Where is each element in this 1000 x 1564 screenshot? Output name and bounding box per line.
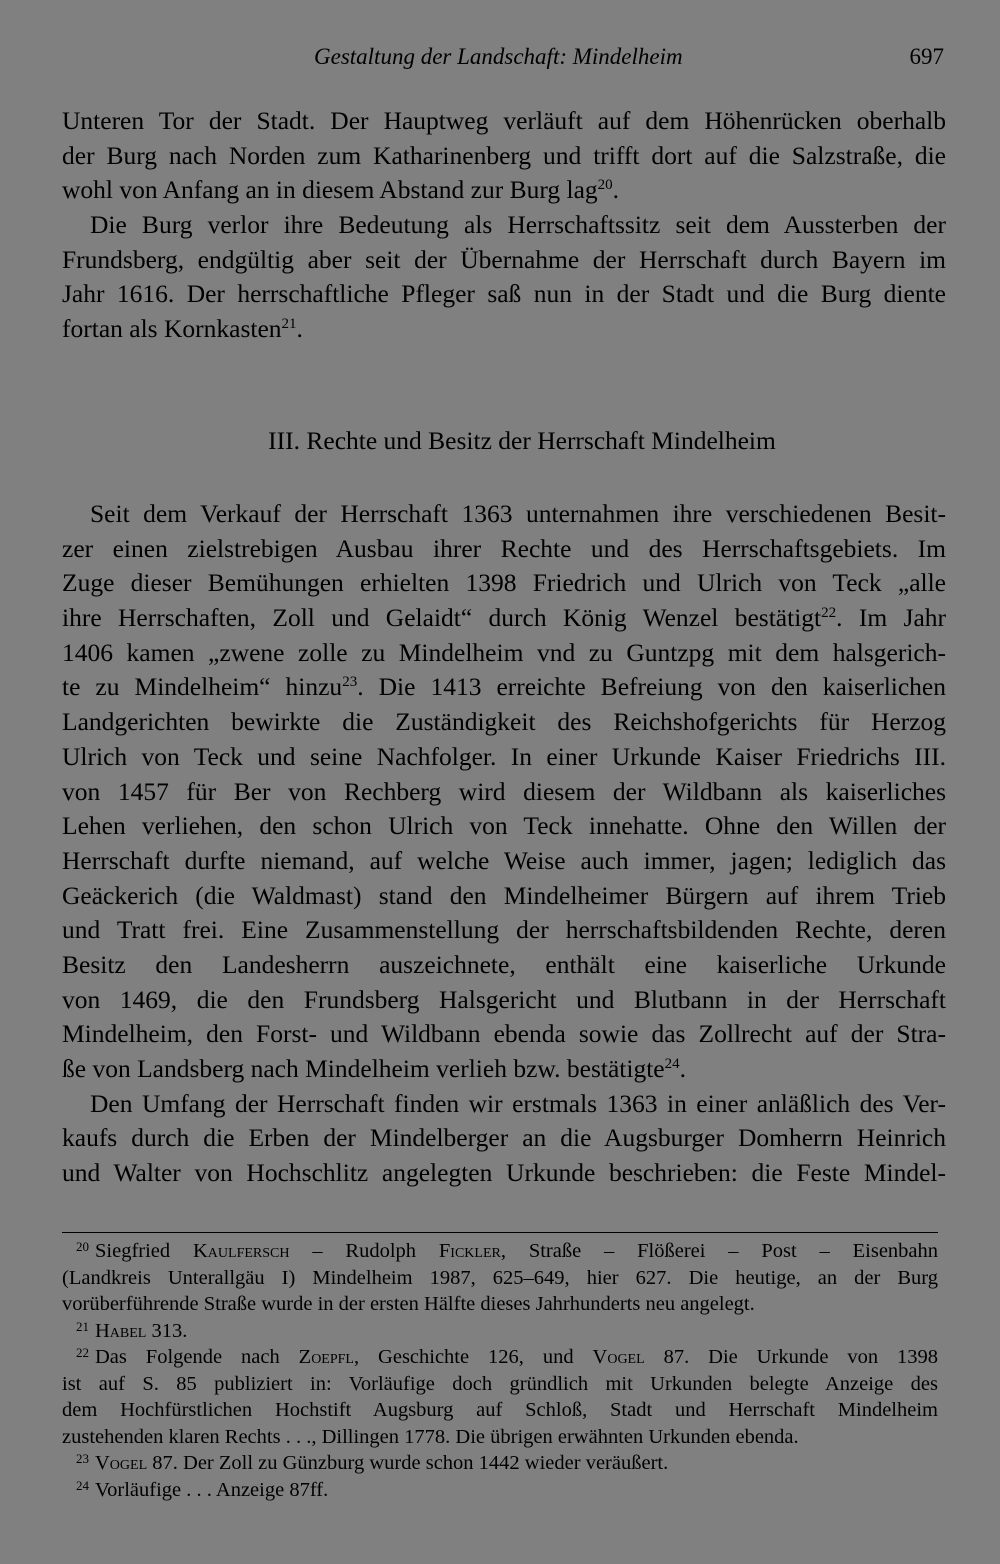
- running-head: [62, 44, 944, 80]
- line-text: te zu Mindelheim“ hinzu: [62, 672, 343, 702]
- text-line: [62, 670, 946, 705]
- text-line: Geäckerich (die Waldmast) stand den Mindelheimer Bürgern auf ihrem Trieb: [62, 880, 946, 910]
- line-text: .: [679, 1054, 686, 1083]
- footnote-number: 20: [76, 1239, 89, 1254]
- footnote-line: ist auf S. 85 publiziert in: Vorläufige doch gründlich mit Urkunden belegte Anzeige des: [62, 1372, 938, 1395]
- footnote-line: [62, 1477, 938, 1504]
- text-line: 1406 kamen „zwene zolle zu Mindelheim vnd zu Guntzpg mit dem halsgerich-: [62, 637, 946, 667]
- line-text: . Die 1413 erreichte Befreiung von den kaiserlichen: [357, 672, 946, 702]
- footnote-line: [62, 1238, 938, 1265]
- text-line: Den Umfang der Herrschaft finden wir erstmals 1363 in einer anläßlich des Ver-: [90, 1088, 946, 1118]
- footnote-reference[interactable]: 23: [342, 674, 358, 691]
- line-text: ße von Landsberg nach Mindelheim verlieh bzw. bestätigte: [62, 1054, 665, 1083]
- paragraph: [62, 1087, 946, 1191]
- footnote-text: Siegfried: [95, 1240, 171, 1262]
- footnote-line: [62, 1318, 938, 1345]
- footnote-21: [62, 1318, 938, 1345]
- footnote-line: dem Hochfürstlichen Hochstift Augsburg auf Schloß, Stadt und Herrschaft Mindelheim: [62, 1399, 938, 1421]
- section-heading: III. Rechte und Besitz der Herrschaft Mindelheim: [268, 426, 776, 455]
- text-line: Jahr 1616. Der herrschaftliche Pfleger saß nun in der Stadt und die Burg diente: [62, 279, 946, 309]
- line-text: ihre Herrschaften, Zoll und Gelaidt“ durch König Wenzel bestätigt: [62, 603, 822, 633]
- footnote-divider: [62, 1232, 938, 1233]
- text-line: [62, 173, 946, 208]
- footnote-22: [62, 1344, 938, 1450]
- author-name: Fickler: [438, 1240, 501, 1262]
- footnote-reference[interactable]: 21: [281, 316, 297, 333]
- author-name: Kaulfersch: [193, 1240, 290, 1262]
- paragraph: [62, 497, 946, 1087]
- footnote-text: 87. Die Urkunde von 1398: [663, 1346, 939, 1368]
- text-line: Lehen verliehen, den schon Ulrich von Teck innehatte. Ohne den Willen der: [62, 811, 946, 841]
- text-line: [62, 601, 946, 636]
- text-line: und Walter von Hochschlitz angelegten Urkunde beschrieben: die Feste Mindel-: [62, 1158, 946, 1188]
- footnote-reference[interactable]: 24: [664, 1056, 680, 1072]
- footnote-text: Das Folgende nach: [95, 1346, 280, 1368]
- author-name: Vogel: [95, 1452, 148, 1474]
- line-text: wohl von Anfang an in diesem Abstand zur Burg lag: [62, 175, 598, 205]
- paragraph: [62, 208, 946, 347]
- line-text: .: [296, 314, 303, 344]
- text-line: [62, 312, 946, 347]
- footnote-number: 22: [76, 1345, 89, 1360]
- footnote-text: , Geschichte 126, und: [353, 1346, 574, 1368]
- body-text-top: [62, 104, 946, 347]
- footnote-number: 24: [76, 1477, 89, 1493]
- text-line: Die Burg verlor ihre Bedeutung als Herrschaftssitz seit dem Aussterben der: [90, 210, 946, 240]
- author-name: Habel: [95, 1319, 147, 1342]
- footnote-20: [62, 1238, 938, 1318]
- text-line: [62, 1052, 946, 1087]
- text-line: zer einen zielstrebigen Ausbau ihrer Rechte und des Herrschaftsgebiets. Im: [62, 533, 946, 563]
- footnote-24: [62, 1477, 938, 1504]
- text-line: Landgerichten bewirkte die Zuständigkeit des Reichshofgerichts für Herzog: [62, 707, 946, 737]
- text-line: der Burg nach Norden zum Katharinenberg und trifft dort auf die Salzstraße, die: [62, 140, 946, 170]
- author-name: Zoepfl: [298, 1346, 354, 1368]
- footnote-line: [62, 1450, 938, 1477]
- footnotes: [62, 1238, 938, 1503]
- text-line: Frundsberg, endgültig aber seit der Übernahme der Herrschaft durch Bayern im: [62, 244, 946, 274]
- footnote-text: Vorläufige . . . Anzeige 87ff.: [95, 1478, 329, 1501]
- line-text: . Im Jahr: [836, 603, 946, 633]
- footnote-reference[interactable]: 20: [597, 177, 613, 194]
- text-line: Seit dem Verkauf der Herrschaft 1363 unternahmen ihre verschiedenen Besit-: [90, 499, 946, 528]
- footnote-23: [62, 1450, 938, 1477]
- footnote-text: – Rudolph: [312, 1240, 417, 1262]
- footnote-line: [62, 1344, 938, 1371]
- footnote-number: 23: [76, 1451, 89, 1466]
- running-title: Gestaltung der Landschaft: Mindelheim: [314, 44, 683, 69]
- text-line: Mindelheim, den Forst- und Wildbann ebenda sowie das Zollrecht auf der Stra-: [62, 1019, 946, 1049]
- footnote-number: 21: [76, 1318, 89, 1334]
- text-line: Besitz den Landesherrn auszeichnete, enthält eine kaiserliche Urkunde: [62, 949, 946, 979]
- footnote-text: 87. Der Zoll zu Günzburg wurde schon 1442 wieder veräußert.: [152, 1452, 669, 1474]
- footnote-line: vorüberführende Straße wurde in der ersten Hälfte dieses Jahrhunderts neu angelegt.: [62, 1293, 755, 1315]
- text-line: Ulrich von Teck und seine Nachfolger. In einer Urkunde Kaiser Friedrichs III.: [62, 741, 946, 771]
- body-text-main: [62, 497, 946, 1191]
- line-text: fortan als Kornkasten: [62, 314, 282, 344]
- text-line: Unteren Tor der Stadt. Der Hauptweg verläuft auf dem Höhenrücken oberhalb: [62, 106, 946, 135]
- author-name: Vogel: [592, 1346, 645, 1368]
- text-line: von 1469, die den Frundsberg Halsgericht und Blutbann in der Herrschaft: [62, 984, 946, 1014]
- footnote-line: zustehenden klaren Rechts . . ., Dillingen 1778. Die übrigen erwähnten Urkunden ebenda.: [62, 1425, 799, 1448]
- text-line: und Tratt frei. Eine Zusammenstellung der herrschaftsbildenden Rechte, deren: [62, 915, 946, 945]
- page-number: 697: [909, 44, 944, 69]
- text-line: Zuge dieser Bemühungen erhielten 1398 Friedrich und Ulrich von Teck „alle: [62, 568, 946, 598]
- text-line: von 1457 für Ber von Rechberg wird diesem der Wildbann als kaiserliches: [62, 776, 946, 806]
- footnote-line: (Landkreis Unterallgäu I) Mindelheim 1987, 625–649, hier 627. Die heutige, an der Burg: [62, 1266, 938, 1289]
- footnote-text: 313.: [151, 1319, 188, 1342]
- footnote-reference[interactable]: 22: [821, 605, 837, 622]
- line-text: .: [612, 175, 620, 205]
- footnote-text: , Straße – Flößerei – Post – Eisenbahn: [500, 1240, 939, 1262]
- text-line: kaufs durch die Erben der Mindelberger an die Augsburger Domherrn Heinrich: [62, 1123, 946, 1153]
- text-line: Herrschaft durfte niemand, auf welche Weise auch immer, jagen; lediglich das: [62, 845, 946, 875]
- paragraph: [62, 104, 946, 208]
